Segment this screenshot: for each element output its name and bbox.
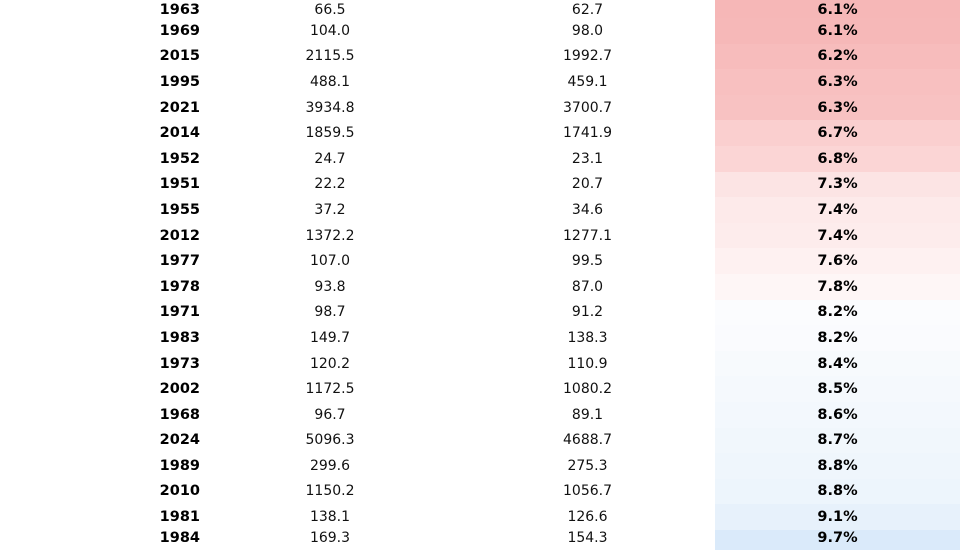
cell-value-2: 1056.7 — [563, 483, 612, 500]
table-row — [0, 428, 960, 454]
cell-value-1: 5096.3 — [305, 432, 355, 449]
table-row — [0, 402, 960, 428]
cell-year: 1989 — [159, 457, 200, 474]
cell-value-2: 126.6 — [567, 509, 608, 526]
cell-value-2: 1277.1 — [563, 227, 612, 244]
cell-year: 1984 — [159, 529, 200, 546]
table-row — [0, 146, 960, 172]
cell-percent: 6.7% — [715, 120, 960, 146]
cell-value-1: 169.3 — [309, 529, 351, 546]
cell-year: 1981 — [159, 509, 200, 526]
cell-percent: 8.7% — [715, 428, 960, 454]
cell-value-2: 99.5 — [571, 253, 604, 270]
cell-value-1: 1150.2 — [305, 483, 355, 500]
cell-value-2: 1080.2 — [563, 381, 612, 398]
cell-percent: 9.7% — [715, 530, 960, 550]
cell-value-2: 34.6 — [571, 201, 604, 218]
cell-percent: 7.4% — [715, 197, 960, 223]
cell-value-2: 62.7 — [571, 2, 604, 18]
table-row — [0, 69, 960, 95]
table-row — [0, 479, 960, 505]
cell-year: 2024 — [159, 432, 200, 449]
cell-year: 1977 — [159, 253, 200, 270]
cell-value-1: 299.6 — [309, 457, 351, 474]
cell-value-2: 459.1 — [567, 73, 608, 90]
cell-value-1: 37.2 — [314, 201, 346, 218]
cell-value-2: 154.3 — [567, 529, 608, 546]
table-row — [0, 274, 960, 300]
cell-percent: 7.4% — [715, 223, 960, 249]
cell-percent: 8.2% — [715, 325, 960, 351]
cell-year: 1963 — [159, 2, 200, 18]
cell-percent: 6.2% — [715, 44, 960, 70]
cell-value-1: 488.1 — [309, 73, 351, 90]
cell-value-1: 96.7 — [314, 406, 346, 423]
cell-percent: 7.8% — [715, 274, 960, 300]
table-row — [0, 376, 960, 402]
table-row — [0, 248, 960, 274]
cell-value-2: 3700.7 — [563, 99, 612, 116]
cell-value-2: 4688.7 — [563, 432, 612, 449]
cell-value-1: 1372.2 — [305, 227, 355, 244]
table-row — [0, 44, 960, 70]
cell-value-1: 138.1 — [309, 509, 351, 526]
cell-value-1: 3934.8 — [305, 99, 355, 116]
cell-year: 1955 — [159, 201, 200, 218]
cell-value-1: 66.5 — [314, 2, 346, 18]
cell-value-1: 120.2 — [309, 355, 351, 372]
cell-value-1: 98.7 — [314, 304, 346, 321]
cell-percent: 8.4% — [715, 351, 960, 377]
cell-percent: 6.1% — [715, 0, 960, 18]
table-row — [0, 172, 960, 198]
cell-percent: 6.1% — [715, 18, 960, 44]
cell-value-2: 1741.9 — [563, 125, 612, 142]
cell-percent: 8.5% — [715, 376, 960, 402]
table-row — [0, 0, 960, 18]
cell-value-2: 98.0 — [571, 22, 604, 39]
cell-year: 1968 — [159, 406, 200, 423]
cell-year: 1983 — [159, 329, 200, 346]
cell-value-1: 24.7 — [314, 150, 346, 167]
cell-percent: 9.1% — [715, 504, 960, 530]
table-row — [0, 95, 960, 121]
cell-year: 1951 — [159, 176, 200, 193]
cell-percent: 8.6% — [715, 402, 960, 428]
cell-value-1: 1859.5 — [305, 125, 355, 142]
cell-year: 1978 — [159, 278, 200, 295]
cell-percent: 6.8% — [715, 146, 960, 172]
cell-year: 2002 — [159, 381, 200, 398]
cell-value-1: 149.7 — [309, 329, 351, 346]
cell-value-1: 107.0 — [309, 253, 351, 270]
cell-year: 1971 — [159, 304, 200, 321]
cell-value-1: 93.8 — [314, 278, 346, 295]
cell-value-2: 87.0 — [571, 278, 604, 295]
table-row — [0, 197, 960, 223]
cell-year: 2012 — [159, 227, 200, 244]
cell-year: 1973 — [159, 355, 200, 372]
cell-value-2: 89.1 — [571, 406, 604, 423]
cell-year: 2015 — [159, 48, 200, 65]
cell-value-1: 2115.5 — [305, 48, 355, 65]
cell-value-2: 138.3 — [567, 329, 608, 346]
cell-year: 1995 — [159, 73, 200, 90]
cell-year: 2021 — [159, 99, 200, 116]
cell-percent: 6.3% — [715, 95, 960, 121]
cell-value-2: 1992.7 — [563, 48, 612, 65]
cell-value-1: 104.0 — [309, 22, 351, 39]
cell-value-2: 110.9 — [567, 355, 608, 372]
cell-percent: 6.3% — [715, 69, 960, 95]
table-row — [0, 453, 960, 479]
cell-year: 1969 — [159, 22, 200, 39]
table-row — [0, 325, 960, 351]
cell-value-2: 23.1 — [571, 150, 604, 167]
cell-percent: 7.6% — [715, 248, 960, 274]
cell-value-1: 1172.5 — [305, 381, 355, 398]
cell-percent: 8.8% — [715, 453, 960, 479]
cell-percent: 8.8% — [715, 479, 960, 505]
table-row — [0, 223, 960, 249]
table-row — [0, 300, 960, 326]
cell-year: 2014 — [159, 125, 200, 142]
cell-value-2: 275.3 — [567, 457, 608, 474]
table-row — [0, 504, 960, 530]
cell-value-1: 22.2 — [314, 176, 346, 193]
table-row — [0, 120, 960, 146]
cell-value-2: 91.2 — [571, 304, 604, 321]
table-row — [0, 351, 960, 377]
cell-year: 2010 — [159, 483, 200, 500]
cell-percent: 8.2% — [715, 300, 960, 326]
cell-percent: 7.3% — [715, 172, 960, 198]
cell-value-2: 20.7 — [571, 176, 604, 193]
table-row — [0, 18, 960, 44]
cell-year: 1952 — [159, 150, 200, 167]
